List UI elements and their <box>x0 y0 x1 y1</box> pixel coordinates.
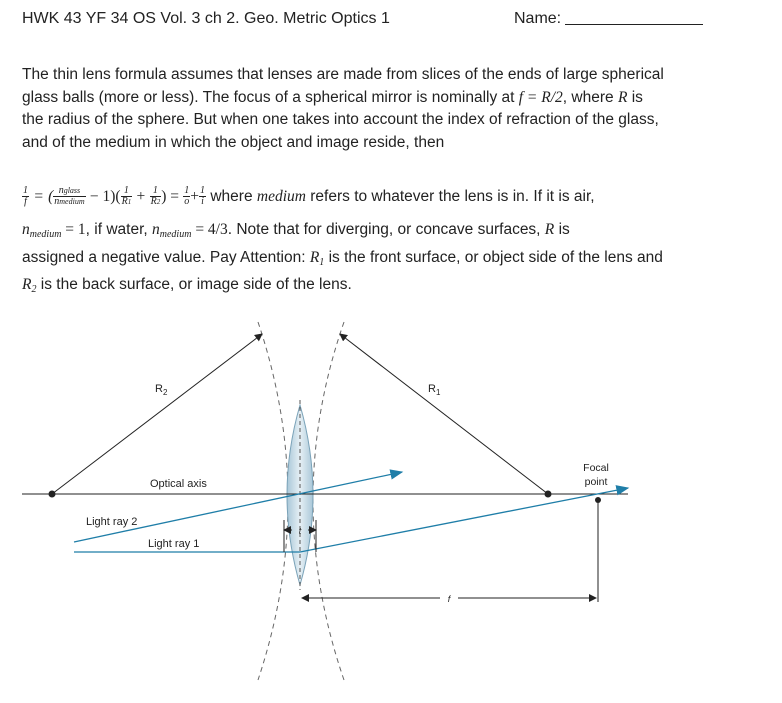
index-ratio-fraction: $\frac{\text{nglass}}{\text{nmedium}}$ <box>54 185 85 208</box>
light-ray-1-label: Light ray 1 <box>148 538 200 550</box>
f-label: f <box>447 594 451 604</box>
plus-sign-2: + <box>190 188 200 205</box>
medium-line-2: assigned a negative value. Pay Attention: $R_1$ is the front surface, or object side of the lens and <box>22 248 663 268</box>
lensmaker-formula-line <box>22 186 782 209</box>
radius-symbol: R <box>617 88 628 106</box>
medium-paragraph <box>22 219 782 302</box>
lhs-fraction: $\frac{1}{f}$ <box>23 185 28 208</box>
intro-line-2 <box>22 87 767 110</box>
worksheet-title: HWK 43 YF 34 OS Vol. 3 ch 2. Geo. Metric Optics 1 <box>22 10 390 27</box>
focal-point-label-1: Focal <box>583 462 609 474</box>
minus-one: − 1)( <box>89 188 121 205</box>
lens-diagram <box>0 300 782 703</box>
r1-sphere-arc <box>313 322 344 680</box>
image-fraction: $\frac{1}{i}$ <box>200 185 206 208</box>
light-ray-2-label: Light ray 2 <box>86 516 138 528</box>
focal-point-label-2: point <box>584 476 608 488</box>
plus-sign: + <box>136 188 146 205</box>
mirror-focus-formula: f = R/2 <box>518 88 563 106</box>
intro-line-1: The thin lens formula assumes that lenses are made from slices of the ends of large spherical <box>22 66 664 83</box>
equals-sign: = <box>33 188 44 205</box>
r1-radius-line <box>340 334 548 494</box>
intro-line-4: and of the medium in which the object and image reside, then <box>22 133 445 151</box>
intro-line-2b: , where <box>562 88 618 106</box>
r2-fraction: $\frac{1}{R2}$ <box>150 185 161 208</box>
formula-rest-text: refers to whatever the lens is in. If it is air, <box>305 188 595 205</box>
r2-radius-line <box>52 334 262 494</box>
light-ray-2 <box>74 472 402 542</box>
intro-line-2c: is <box>627 88 643 106</box>
r1-fraction: $\frac{1}{R1}$ <box>121 185 132 208</box>
light-ray-1-refracted <box>300 488 628 552</box>
intro-line-2a: glass balls (more or less). The focus of a spherical mirror is nominally at <box>22 88 519 106</box>
optical-axis-label: Optical axis <box>150 478 207 490</box>
object-fraction: $\frac{1}{o}$ <box>184 185 190 208</box>
name-blank-line[interactable] <box>565 10 703 25</box>
medium-line-3: $R_2$ is the back surface, or image side of the lens. <box>22 276 352 295</box>
intro-line-3: the radius of the sphere. But when one takes into account the index of refraction of the glass, <box>22 111 659 128</box>
medium-line-1: $n_{medium} = 1$, if water, $n_{medium} = 4/3$. Note that for diverging, or concave surfaces, R is <box>22 221 570 240</box>
close-equals: ) = <box>161 188 179 205</box>
r2-sphere-arc <box>258 322 288 680</box>
where-text: where <box>206 188 257 205</box>
name-field[interactable] <box>514 10 703 28</box>
r2-label: $R_2$ <box>155 383 168 397</box>
t-label: t <box>298 526 302 536</box>
intro-paragraph <box>22 64 767 154</box>
medium-word: medium <box>256 188 306 205</box>
r1-label: $R_1$ <box>428 383 441 397</box>
name-label: Name: <box>514 10 562 27</box>
open-paren: ( <box>48 188 54 205</box>
